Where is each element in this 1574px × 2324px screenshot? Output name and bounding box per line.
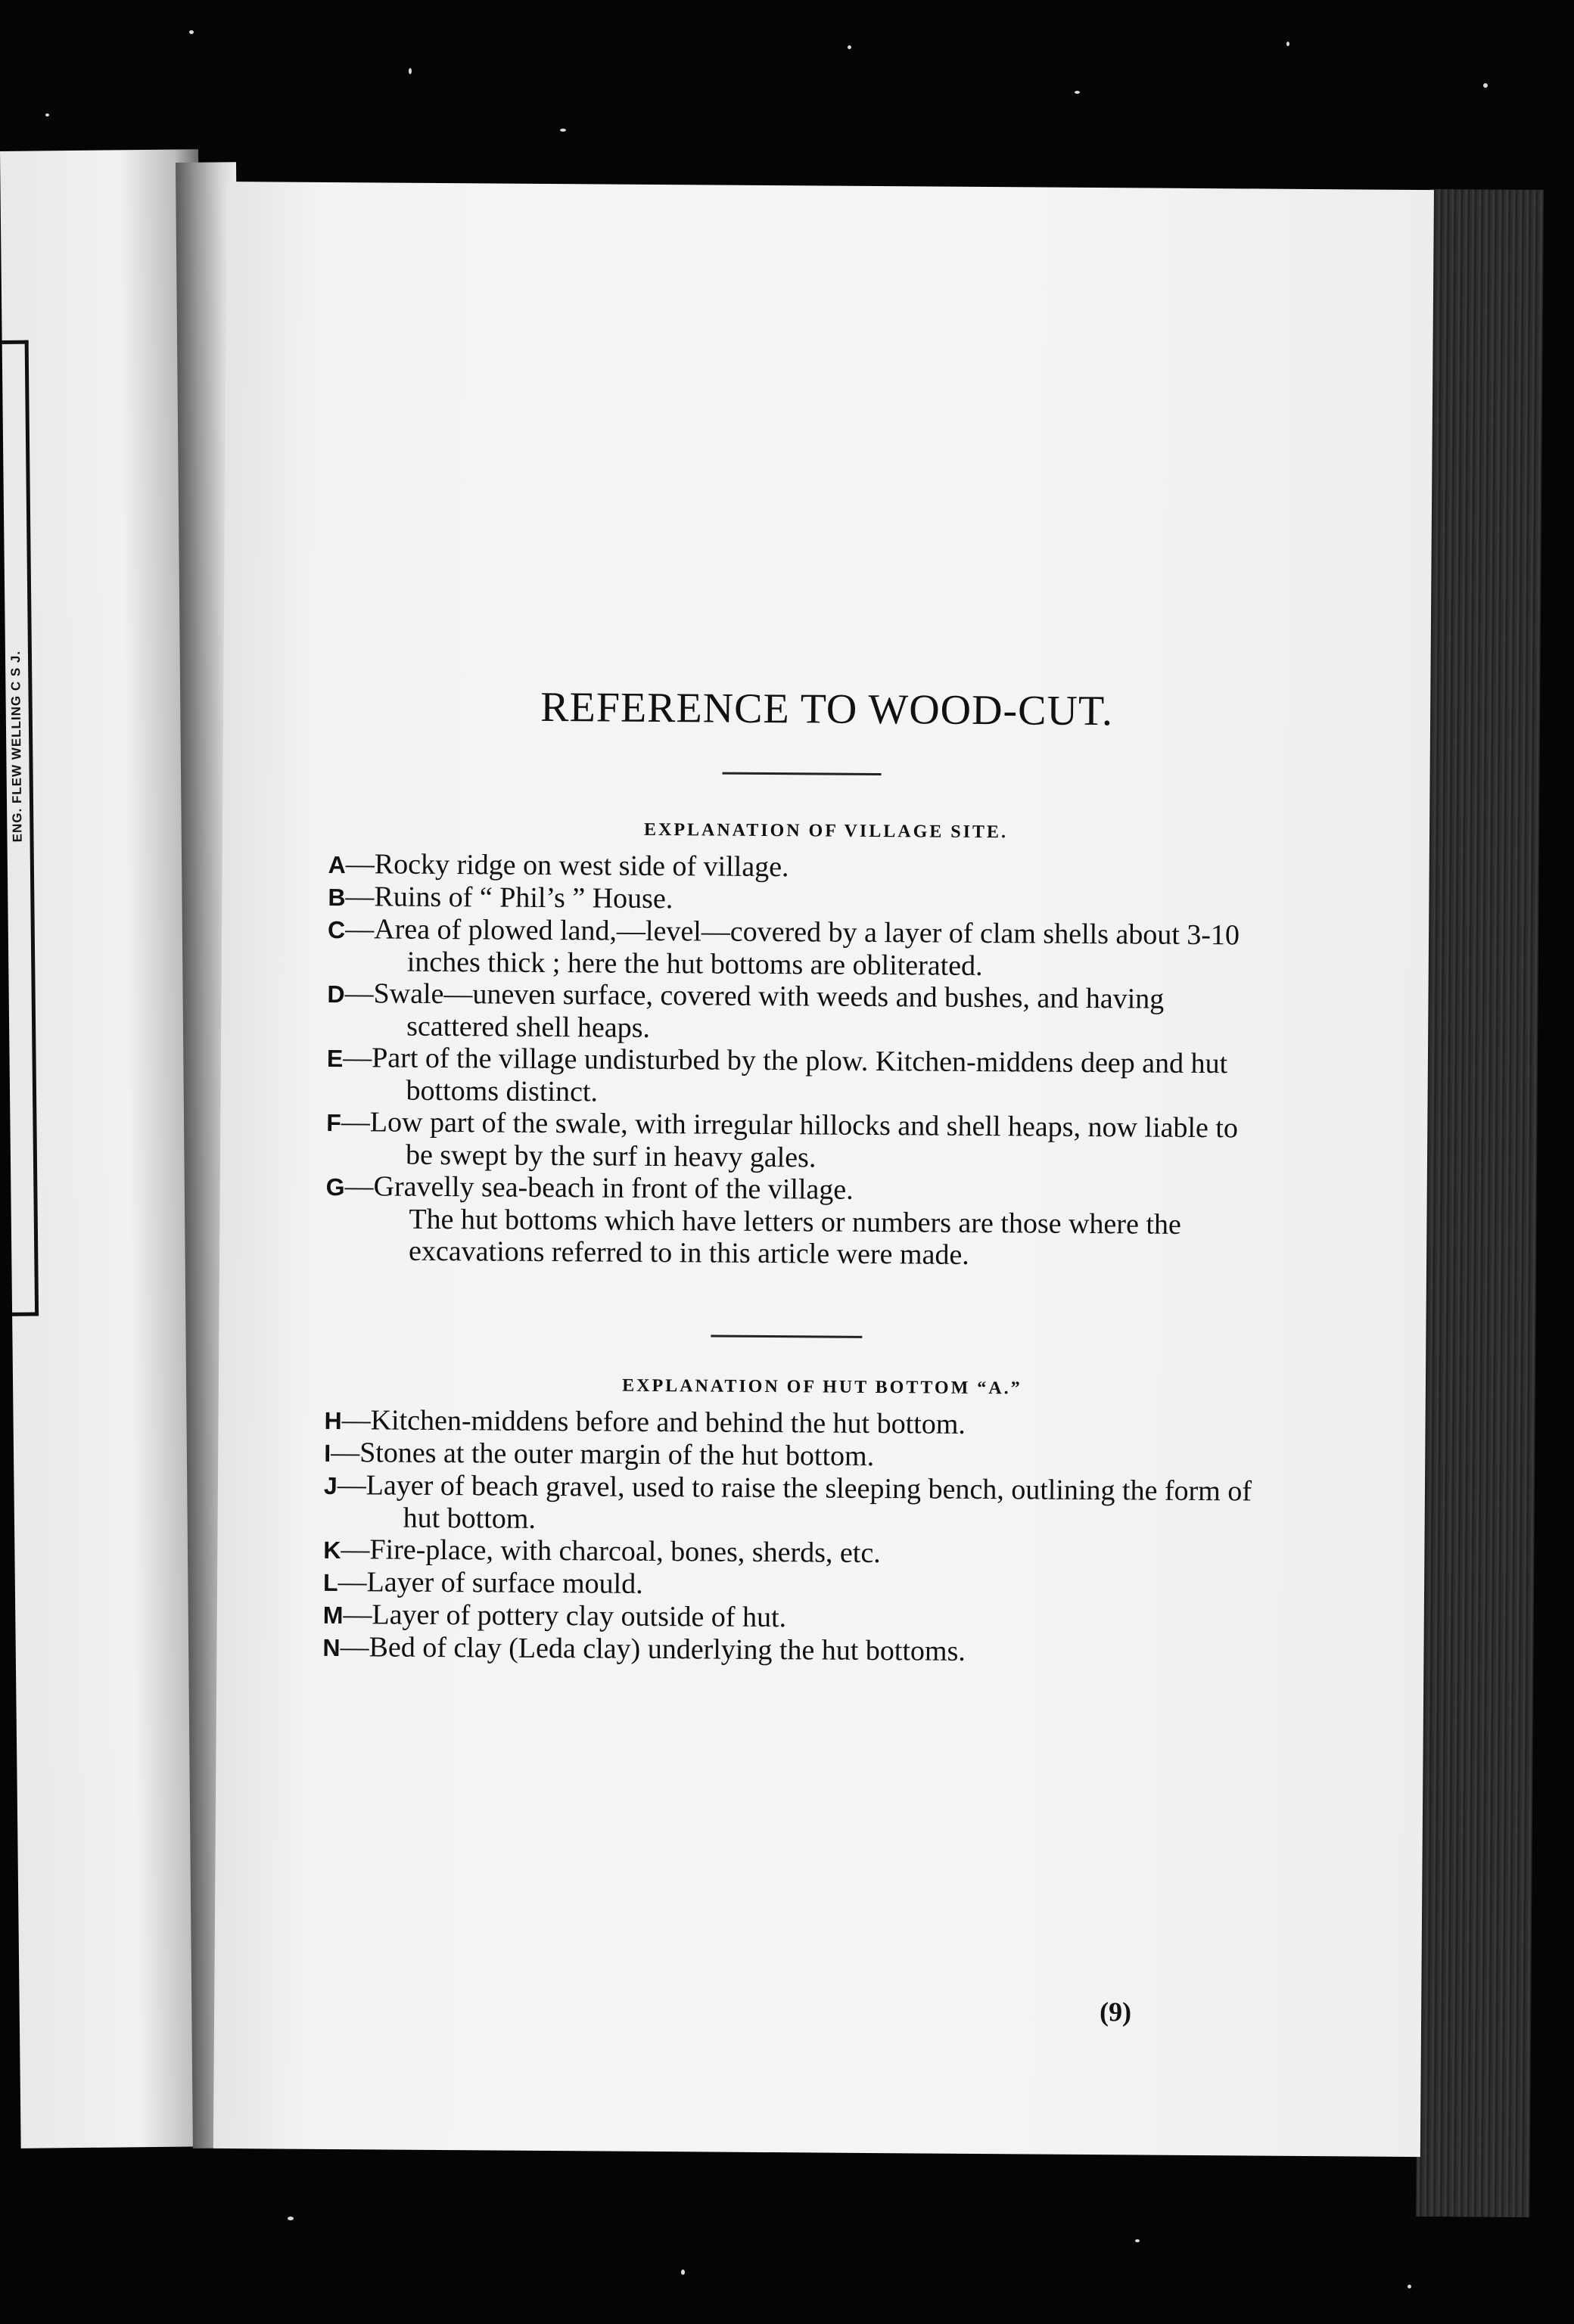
backdrop-speck [681,2270,685,2275]
entry-m: M—Layer of pottery clay outside of hut. [322,1599,787,1634]
plate-engraver-caption: ENG. FLEW WELLING C S J. [8,650,25,843]
entry-k: K—Fire-place, with charcoal, bones, sherds, etc. [323,1533,881,1570]
section-heading-village-site: EXPLANATION OF VILLAGE SITE. [643,819,1009,843]
village-site-entries [325,848,1267,1273]
backdrop-speck [1135,2239,1140,2242]
backdrop-speck [1075,91,1080,94]
backdrop-speck [1483,83,1488,88]
section-rule [711,1335,862,1338]
backdrop-speck [1408,2285,1411,2288]
entry-i: I—Stones at the outer margin of the hut bottom. [324,1436,875,1473]
backdrop-speck [1286,42,1289,46]
page-title: REFERENCE TO WOOD-CUT. [540,683,1114,735]
backdrop-speck [45,113,49,117]
section-heading-hut-bottom: EXPLANATION OF HUT BOTTOM “A.” [622,1375,1022,1399]
backdrop-speck [288,2217,294,2220]
page-number: (9) [1100,1996,1132,2027]
entry-d: D—Swale—uneven surface, covered with weeds and bushes, and having scattered shell heaps. [327,977,1165,1044]
entry-f: F—Low part of the swale, with irregular hillocks and shell heaps, now liable to be swept by the surf in heavy gales. [326,1106,1239,1174]
entry-e: E—Part of the village undisturbed by the plow. Kitchen-middens deep and hut bottoms distinct. [326,1042,1228,1108]
village-site-note: The hut bottoms which have letters or numbers are those where the excavations referred to in this article were made. [408,1203,1181,1271]
entry-n: N—Bed of clay (Leda clay) underlying the hut bottoms. [322,1631,966,1667]
entry-j: J—Layer of beach gravel, used to raise the sleeping bench, outlining the form of hut bottom. [323,1469,1252,1535]
page-edge-stack [1416,189,1544,2217]
book-page [213,182,1434,2157]
hut-bottom-entries [322,1404,1262,1670]
entry-b: B—Ruins of “ Phil’s ” House. [328,881,673,915]
title-rule [723,772,882,775]
backdrop-speck [848,45,851,49]
entry-h: H—Kitchen-middens before and behind the hut bottom. [324,1404,966,1440]
entry-c: C—Area of plowed land,—level—covered by a layer of clam shells about 3-10 inches thick ; here the hut bottoms are obliterated. [327,913,1240,982]
backdrop-speck [409,68,412,74]
entry-l: L—Layer of surface mould. [322,1566,643,1600]
backdrop-speck [189,30,194,34]
backdrop-speck [560,129,566,132]
entry-a: A—Rocky ridge on west side of village. [328,848,789,884]
entry-g: G—Gravelly sea-beach in front of the village. [325,1170,854,1206]
